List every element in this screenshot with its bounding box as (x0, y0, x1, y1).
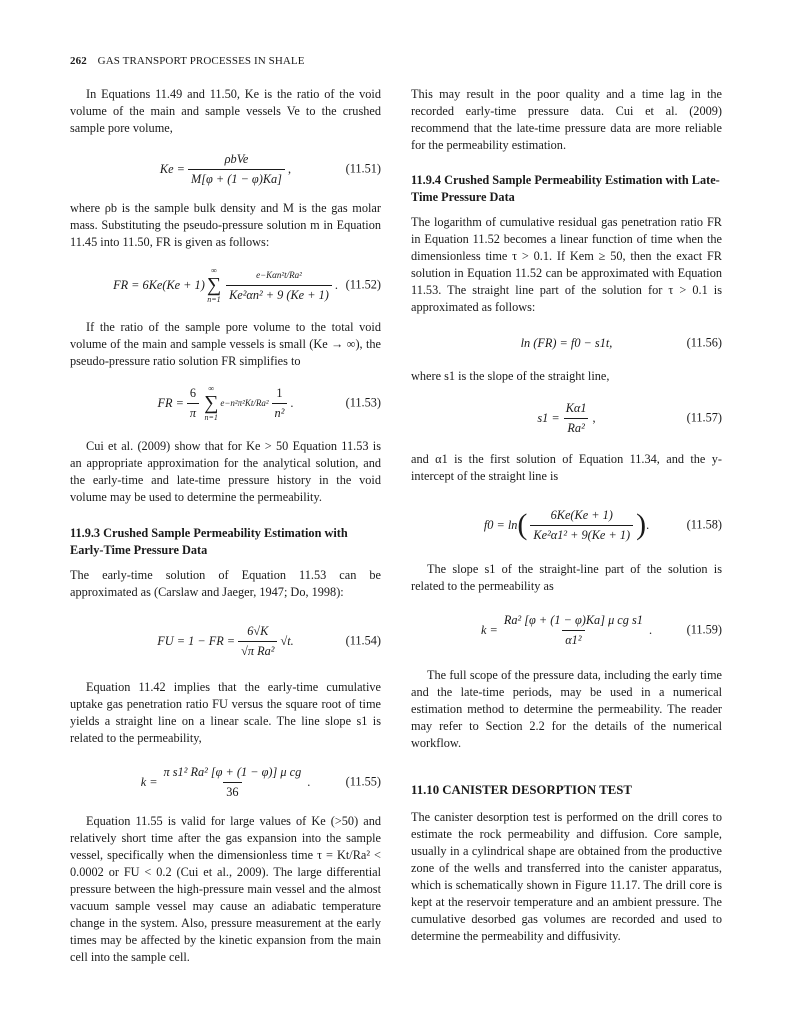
paragraph: The slope s1 of the straight-line part of the solution is related to the permeability as (411, 562, 722, 593)
equation-number: (11.55) (345, 774, 381, 789)
equation-number: (11.52) (345, 277, 381, 292)
running-title: GAS TRANSPORT PROCESSES IN SHALE (97, 55, 305, 67)
equation-11-55: k = $\frac{\text{π s1² Ra² [φ + (1 − φ)] μ cg}}{36}$ . (11.55) (140, 764, 381, 799)
equation-number: (11.58) (686, 517, 722, 532)
equation-number: (11.57) (686, 410, 722, 425)
paragraph: and α1 is the first solution of Equation 11.34, and the y-intercept of the straight line is (411, 452, 722, 483)
paragraph: In Equations 11.49 and 11.50, Ke is the ratio of the void volume of the main and sample vessels Ve to the crushed sample pore volume, (70, 87, 381, 135)
equation-11-58: f0 = ln ( $\frac{6Ke(Ke + 1)}{\text{Ke²α1² + 9(Ke + 1)}}$ ) . (11.58) (483, 507, 722, 542)
section-heading: 11.10 CANISTER DESORPTION TEST (411, 783, 632, 797)
paragraph: The canister desorption test is performed on the drill cores to estimate the rock permeability and diffusion. Core sample, usually in a cylindrical shape are obtained from the productive zone of the wells and transferred into the canister apparatus, which is schematically shown in Figure 11.17. The drill core is kept at the reservoir temperature and an ambient pressure. The cumulative desorbed gas volumes are recorded and used to determine the permeability and diffusivity. (411, 810, 722, 943)
equation-11-56: ln (FR) = f0 − s1t, (11.56) (520, 335, 722, 350)
paragraph: where s1 is the slope of the straight line, (411, 369, 610, 383)
equation-number: (11.53) (345, 395, 381, 410)
equation-11-59: k = $\frac{\text{Ra² [φ + (1 − φ)Ka] μ cg s1}}{\text{α1²}}$ . (11.59) (480, 612, 722, 647)
paragraph: Cui et al. (2009) show that for Ke > 50 Equation 11.53 is an appropriate approximation for the analytical solution, and the early-time and late-time pressure history in the void volume may be used to determine the permeability. (70, 439, 381, 504)
page-number: 262 (70, 55, 87, 67)
section-heading: 11.9.4 Crushed Sample Permeability Estimation with Late-Time Pressure Data (411, 173, 720, 204)
right-column (411, 86, 722, 945)
equation-11-57: s1 = $\frac{K\alpha 1}{\text{Ra²}}$ , (11.57) (537, 400, 722, 435)
equation-number: (11.54) (345, 633, 381, 648)
paragraph: The early-time solution of Equation 11.53 can be approximated as (Carslaw and Jaeger, 1947; Do, 1998): (70, 568, 381, 599)
equation-number: (11.56) (686, 335, 722, 350)
paragraph: This may result in the poor quality and a time lag in the recorded early-time pressure data. Cui et al. (2009) recommend that the late-time pressure data are more reliable for the permeability estimation. (411, 87, 722, 152)
equation-11-52: FR = 6Ke(Ke + 1) ∞ ∑ n=1 $\frac{\text{e−Kαn²t/Ra²}}{\text{Ke²αn² + 9 (Ke + 1)}}$ . (11.52) (113, 266, 381, 304)
equation-11-51: Ke = $\frac{\text{ρbVe}}{M[\varphi + (1 - \varphi)Ka]}$ , (11.51) (159, 151, 381, 186)
left-column (70, 86, 381, 966)
section-heading: 11.9.3 Crushed Sample Permeability Estimation with Early-Time Pressure Data (70, 526, 348, 557)
paragraph: The logarithm of cumulative residual gas penetration ratio FR in Equation 11.52 becomes a linear function of time when the dimensionless time τ > 0.1. If Kem ≥ 50, then the exact FR solution in Equation 11.52 can be approximated with Equation 11.53. The straight line part of the solution for τ > 0.1 is approximated as follows: (411, 215, 722, 314)
running-header (70, 55, 305, 67)
equation-number: (11.59) (686, 622, 722, 637)
paragraph: The full scope of the pressure data, including the early time and the late-time periods, may be used in a numerical estimation method to determine the permeability. The reader may refer to Section 2.2 for the details of the numerical workflow. (411, 668, 722, 750)
equation-number: (11.51) (345, 161, 381, 176)
paragraph: If the ratio of the sample pore volume to the total void volume of the main and sample vessels is small (Ke → ∞), the pseudo-pressure ratio solution FR simplifies to (70, 320, 381, 368)
equation-11-54: FU = 1 − FR = $\frac{6√K}{\text{√π Ra²}}$ √t. (11.54) (157, 623, 381, 658)
equation-11-53: FR = $\frac{6}{\pi}$ ∞ ∑ n=1 e−n²π²Kt/Ra² $\frac{1}{\text{n²}}$ . (11.53) (157, 384, 381, 422)
paragraph: Equation 11.55 is valid for large values of Ke (>50) and relatively short time after the gas expansion into the sample vessel, specifically when the dimensionless time τ = Kt/Ra² < 0.0002 or FU < 0.2 (Cui et al., 2009). The large differential pressure between the high-pressure main vessel and the almost vacuum sample vessel may cause an adiabatic temperature change in the system. Also, pressure measurement at the early times may be affected by the kinetic expansion from the main cell into the sample cell. (70, 814, 381, 964)
paragraph: where ρb is the sample bulk density and M is the gas molar mass. Substituting the pseudo-pressure solution m in Equation 11.45 into 11.50, FR is given as follows: (70, 201, 381, 249)
paragraph: Equation 11.42 implies that the early-time cumulative uptake gas penetration ratio FU versus the square root of time yields a straight line on a linear scale. The line slope s1 is related to the permeability, (70, 680, 381, 745)
